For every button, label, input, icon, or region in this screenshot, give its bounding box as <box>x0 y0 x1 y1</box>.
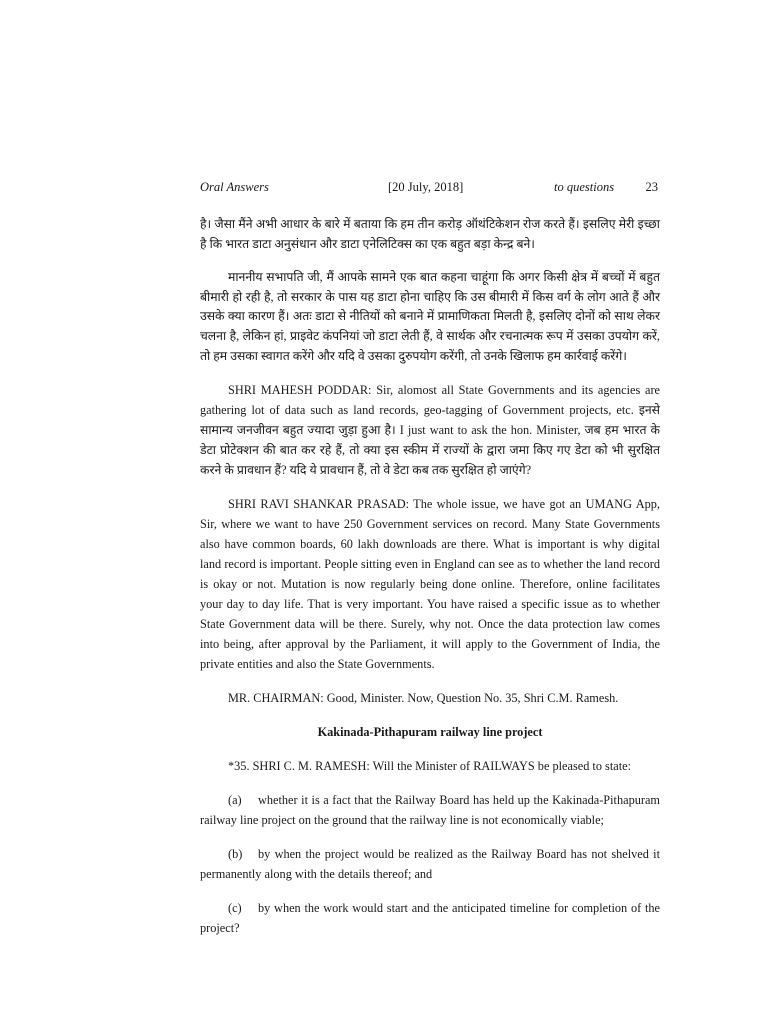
question-heading: Kakinada-Pithapuram railway line project <box>317 725 543 740</box>
paragraph-1: है। जैसा मैंने अभी आधार के बारे में बताया कि हम तीन करोड़ ऑथंटिकेशन रोज करते हैं। इसलिए मेरी इच्छा है कि भारत डाटा अनुसंधान और डाटा एनेलिटिक्स का एक बहुत बड़ा केन्द्र बने। <box>200 217 660 251</box>
option-b <box>200 844 660 884</box>
option-b-text: by when the project would be realized as the Railway Board has not shelved it permanently along with the details thereof; and <box>200 847 660 882</box>
option-c-label: (c) <box>228 901 242 916</box>
paragraph-2: माननीय सभापति जी, मैं आपके सामने एक बात कहना चाहूंगा कि अगर किसी क्षेत्र में बच्चों में बहुत बीमारी हो रही है, तो सरकार के पास यह डाटा होना चाहिए कि उस बीमारी में किस वर्ग के लोग आते हैं और उसके क्या कारण हैं। अतः डाटा से नीतियों को बनाने में प्रामाणिकता मिलती है, इसलिए दोनों को साथ लेकर चलना है, लेकिन हां, प्राइवेट कंपनियां जो डाटा लेती हैं, वे सार्थक और रचनात्मक रूप में उसका उपयोग करें, तो हम उसका स्वागत करेंगे और यदि वे उसका दुरुपयोग करेंगी, तो उनके खिलाफ हम कार्रवाई करेंगे। <box>200 270 660 363</box>
option-c <box>200 898 660 938</box>
header-right: to questions <box>554 180 615 194</box>
page-number: 23 <box>645 180 658 194</box>
option-a <box>200 790 660 830</box>
option-c-text: by when the work would start and the anticipated timeline for completion of the project? <box>200 901 660 936</box>
paragraph-5: MR. CHAIRMAN: Good, Minister. Now, Question No. 35, Shri C.M. Ramesh. <box>228 691 619 706</box>
option-a-label: (a) <box>228 793 242 808</box>
paragraph-3: SHRI MAHESH PODDAR: Sir, alomost all State Governments and its agencies are gathering lot of data such as land records, geo-tagging of Government projects, etc. इनसे सामान्य जनजीवन बहुत ज्यादा जुड़ा हुआ है। I just want to ask the hon. Minister, जब हम भारत के डेटा प्रोटेक्शन की बात कर रहे हैं, तो क्या इस स्कीम में राज्यों के द्वारा जमा किए गए डेटा को भी सुरक्षित करने के प्रावधान हैं? यदि ये प्रावधान हैं, तो वे डेटा कब तक सुरक्षित हो जाएंगे? <box>200 383 660 478</box>
option-a-text: whether it is a fact that the Railway Board has held up the Kakinada-Pithapuram railway line project on the ground that the railway line is not economically viable; <box>200 793 660 828</box>
option-b-label: (b) <box>228 847 243 862</box>
header-left: Oral Answers <box>200 180 269 194</box>
paragraph-6: *35. SHRI C. M. RAMESH: Will the Minister of RAILWAYS be pleased to state: <box>228 759 632 774</box>
header-date: [20 July, 2018] <box>388 180 464 194</box>
page-header <box>200 180 660 198</box>
document-body <box>200 215 660 952</box>
paragraph-4: SHRI RAVI SHANKAR PRASAD: The whole issue, we have got an UMANG App, Sir, where we want to have 250 Government services on record. Many State Governments also have common boards, 60 lakh downloads are there. What is important is why digital land record is important. People sitting even in England can see as to whether the land record is okay or not. Mutation is now regularly being done online. Therefore, online facilitates your day to day life. That is very important. You have raised a specific issue as to whether State Government data will be there. Surely, why not. Once the data protection law comes into being, after approval by the Parliament, it will apply to the Government of India, the private entities and also the State Governments. <box>200 497 660 672</box>
